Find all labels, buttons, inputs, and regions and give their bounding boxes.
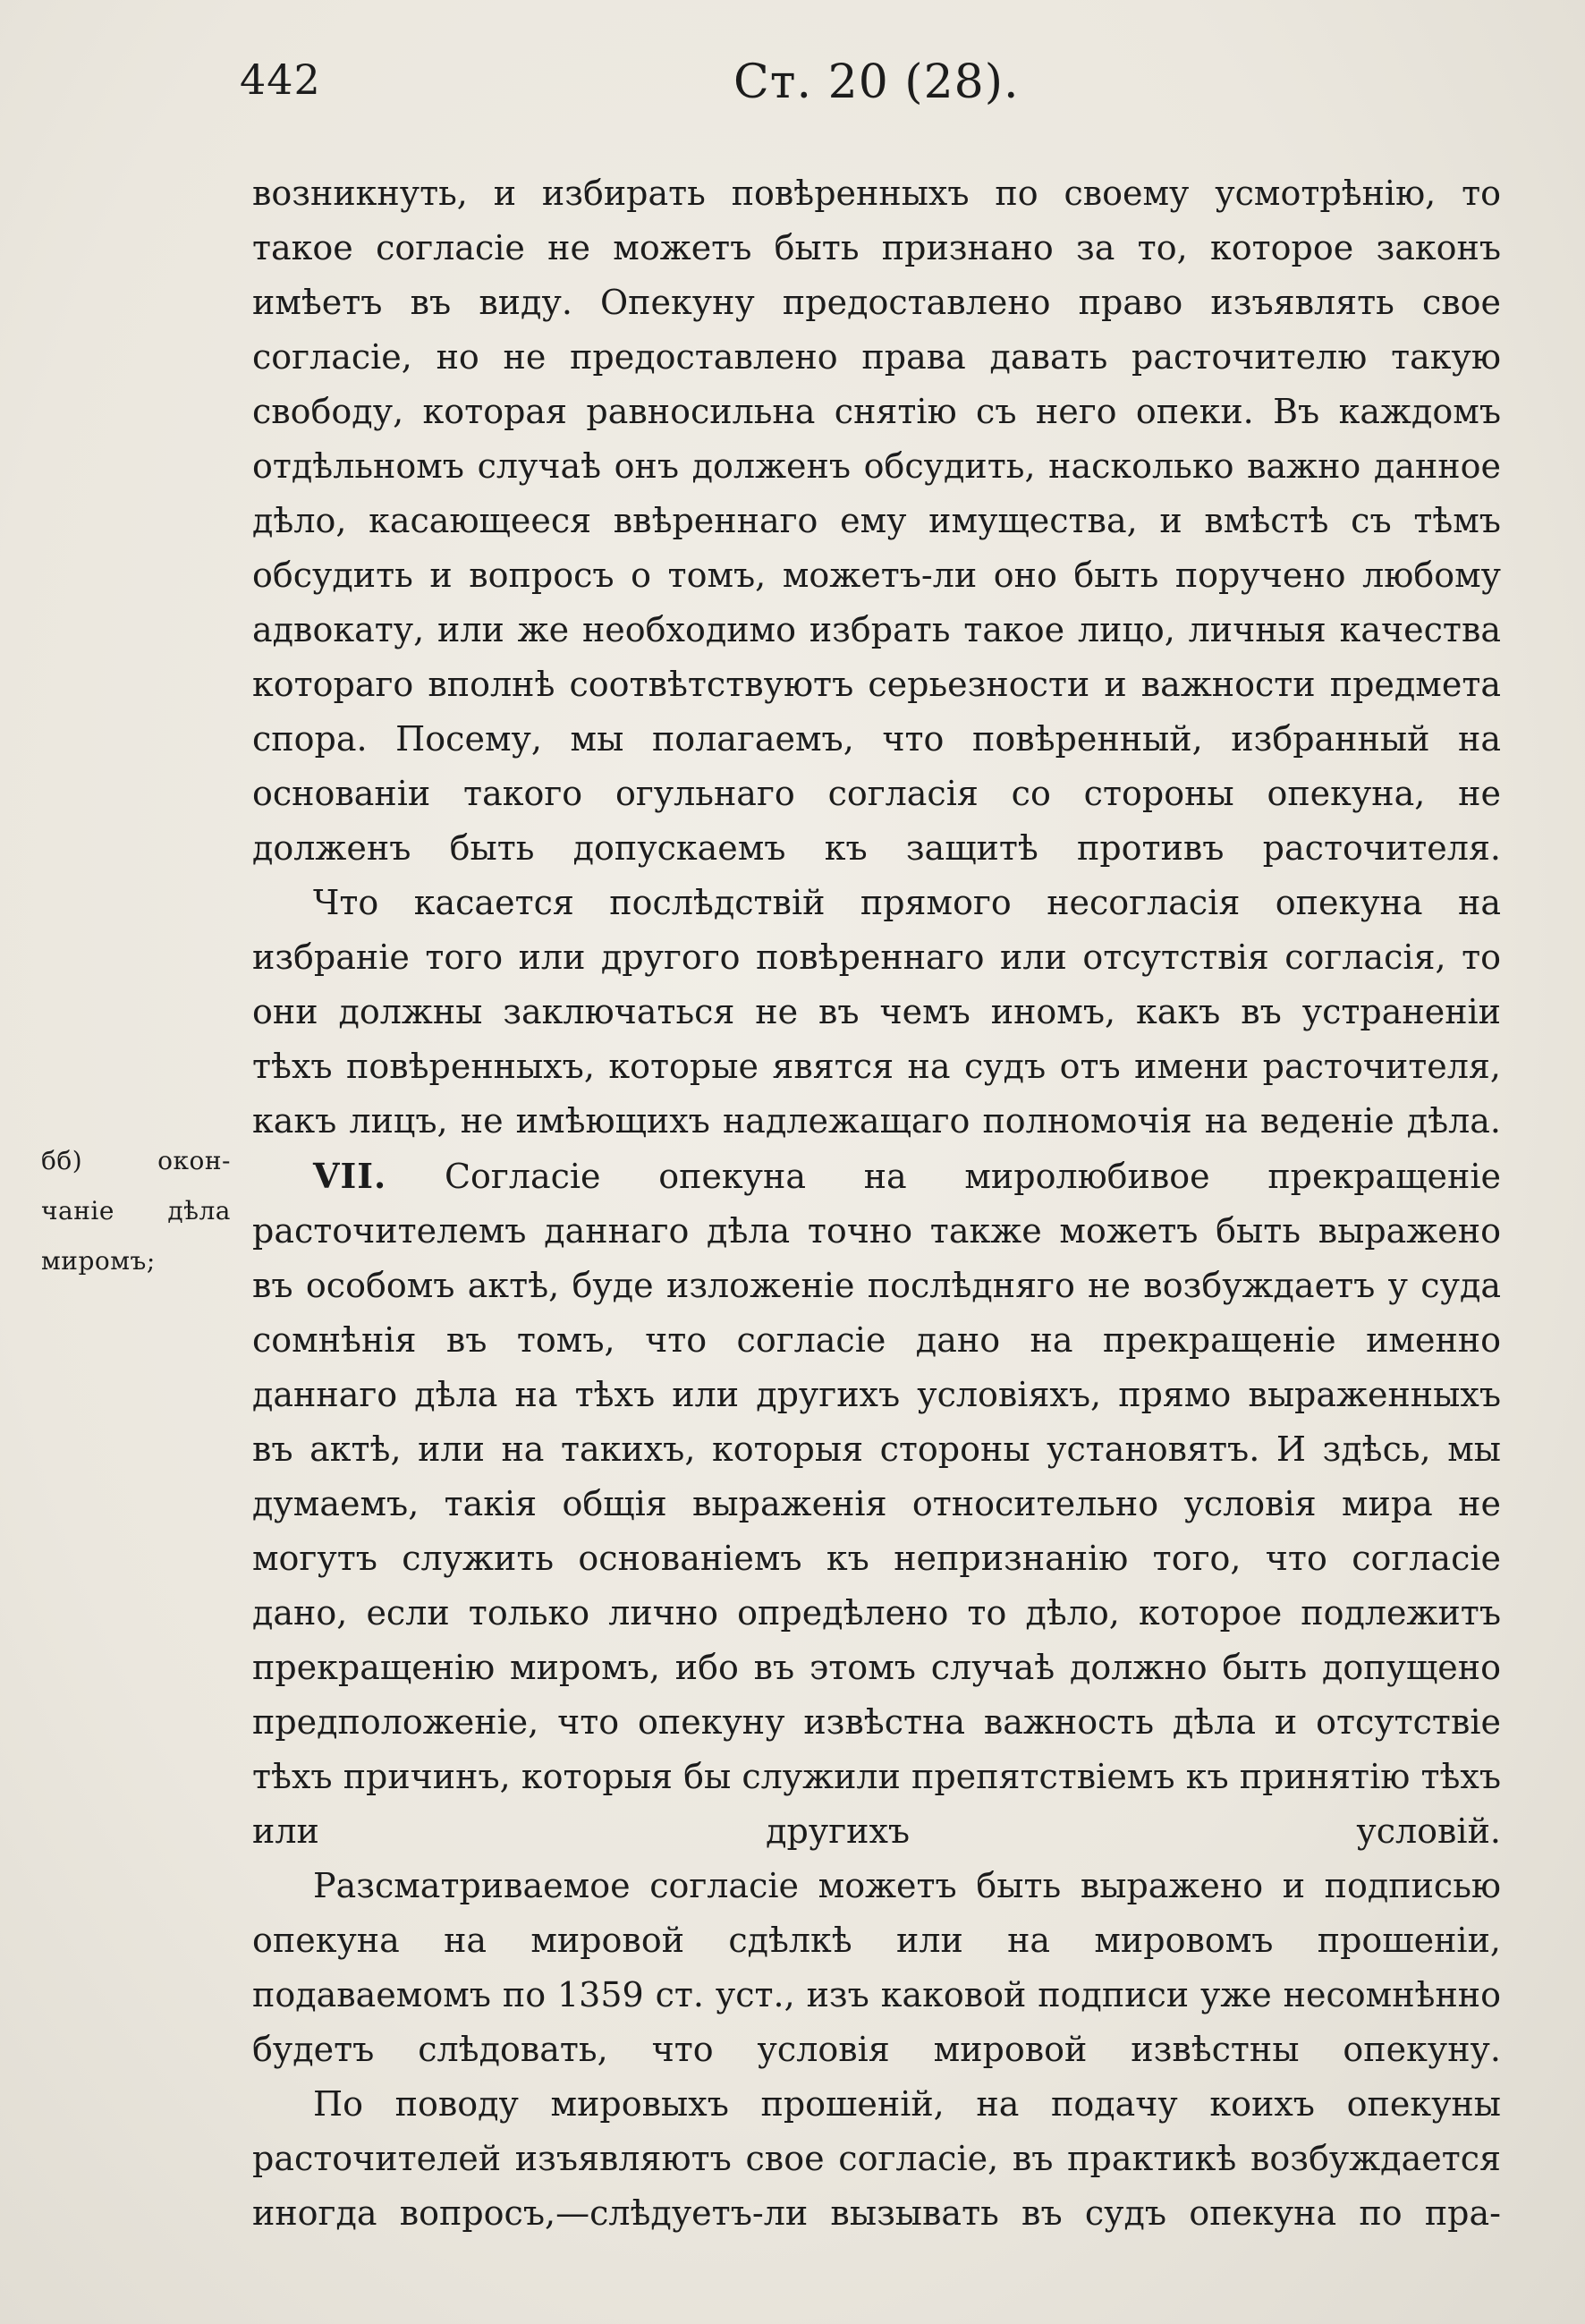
page-number: 442 xyxy=(240,55,321,104)
section-number: VII. xyxy=(313,1156,387,1196)
margin-note-line: бб) окон- xyxy=(41,1146,231,1175)
paragraph-4: Разсматриваемое согласіе можетъ быть выражено и подписью опекуна на мировой сдѣлкѣ или на мировомъ прошеніи, подаваемомъ по 1359 ст. уст., изъ каковой подписи уже несомнѣнно будетъ слѣдовать, что условія мировой извѣстны опекуну. xyxy=(252,1866,1501,2069)
paragraph-2: Что касается послѣдствій прямого несогласія опекуна на избраніе того или другого повѣреннаго или отсутствія согласія, то они должны заключаться не въ чемъ иномъ, какъ въ устраненіи тѣхъ повѣренныхъ, которые явятся на судъ отъ имени расточителя, какъ лицъ, не имѣющихъ надлежащаго полномочія на веденіе дѣла. xyxy=(252,883,1501,1141)
paragraph-3 xyxy=(252,1149,1501,1859)
margin-note-line: чаніе дѣла xyxy=(41,1196,231,1226)
paragraph-1: возникнуть, и избирать повѣренныхъ по своему усмотрѣнію, то такое согласіе не можетъ быть признано за то, которое законъ имѣетъ въ виду. Опекуну предоставлено право изъявлять свое согласіе, но не предоставлено права давать расточителю такую свободу, которая равносильна снятію съ него опеки. Въ каждомъ отдѣльномъ случаѣ онъ долженъ обсудить, насколько важно данное дѣло, касающееся ввѣреннаго ему имущества, и вмѣстѣ съ тѣмъ обсудить и вопросъ о томъ, можетъ-ли оно быть поручено любому адвокату, или же необходимо избрать такое лицо, личныя качества котораго вполнѣ соотвѣтствуютъ серьезности и важности предмета спора. Посему, мы полагаемъ, что повѣренный, избранный на основаніи такого огульнаго согласія со стороны опекуна, не долженъ быть допускаемъ къ защитѣ противъ расточителя. xyxy=(252,174,1501,868)
paragraph-3-text: Согласіе опекуна на миролюбивое прекращеніе расточителемъ даннаго дѣла точно также можетъ быть выражено въ особомъ актѣ, буде изложеніе послѣдняго не возбуждаетъ у суда сомнѣнія въ томъ, что согласіе дано на прекращеніе именно даннаго дѣла на тѣхъ или другихъ условіяхъ, прямо выраженныхъ въ актѣ, или на такихъ, которыя стороны установятъ. И здѣсь, мы думаемъ, такія общія выраженія относительно условія мира не могутъ служить основаніемъ къ непризнанію того, что согласіе дано, если только лично опредѣлено то дѣло, которое подлежитъ прекращенію миромъ, ибо въ этомъ случаѣ должно быть допущено предположеніе, что опекуну извѣстна важность дѣла и отсутствіе тѣхъ причинъ, которыя бы служили препятствіемъ къ принятію тѣхъ или другихъ условій. xyxy=(252,1157,1501,1851)
body-text xyxy=(252,166,1501,2241)
margin-note-line: миромъ; xyxy=(41,1246,156,1276)
running-head: Ст. 20 (28). xyxy=(733,55,1020,109)
paragraph-5: По поводу мировыхъ прошеній, на подачу коихъ опекуны расточителей изъявляютъ свое согласіе, въ практикѣ возбуждается иногда вопросъ,—слѣдуетъ-ли вызывать въ судъ опекуна по пра- xyxy=(252,2084,1501,2233)
margin-note xyxy=(41,1136,231,1286)
